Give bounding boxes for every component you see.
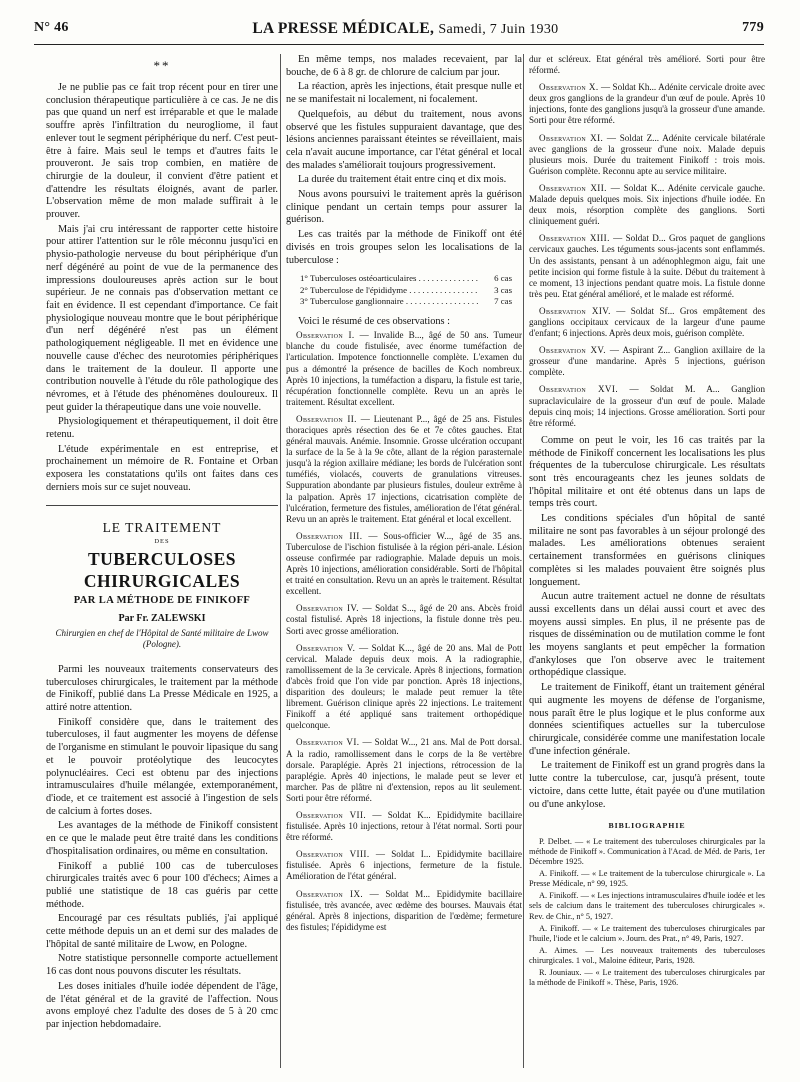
bibliography-entry: R. Jouniaux. — « Le traitement des tuberculoses chirurgicales par la méthode de Finikoff ». Thèse, Paris, 1926. (529, 968, 765, 988)
observation-heading: Observation VI. (296, 737, 360, 748)
paragraph: Comme on peut le voir, les 16 cas traités par la méthode de Finikoff concernent les localisations les plus fréquentes de la tuberculose chirurgicale. Les résultats sont très encourageants chez les jeunes soldats de l'hôpital militaire et ont été obtenus dans un laps de temps très court. (529, 434, 765, 510)
bibliography-entry: A. Finikoff. — « Les injections intramusculaires d'huile iodée et les sels de calcium dans le traitement des tuberculoses chirurgicales ». Rev. de Chir., n° 5, 1927. (529, 891, 765, 921)
paragraph: La durée du traitement était entre cinq et dix mois. (298, 174, 507, 186)
observation-text: — Sous-officier W..., âgé de 35 ans. Tuberculose de l'ischion fistulisée à la région péri-anale. Lésion osseuse confirmée par radiographie. Malade depuis un mois. Après 10 injections, amélioration considérable. Sorti de l'hôpital et traité en consultation. Revu un an après le traitement. Résultat excellent. (286, 530, 522, 597)
observation-text: — Soldat D... Gros paquet de ganglions cervicaux gauches. Les téguments sous-jacents sont enflammés. Un des assistants, pensant à un adénophlegmon aigu, fait une petite incision qui forme fistule à la suite. Début du traitement à ce moment, 13 injections pendant quatre mois. La fistule donne très peu. Etat général amélioré, et le malade est réformé. (529, 233, 765, 299)
observation-text: — Soldat S..., âgé de 20 ans. Abcès froid costal fistulisé. Après 18 injections, la fistule donne très peu. Sorti avec grosse amélioration. (286, 603, 522, 636)
paragraph: Nous avons poursuivi le traitement après la guérison clinique pendant un certain temps pour assurer la guérison. (286, 189, 522, 226)
observation-text: — Soldat Kh... Adénite cervicale droite avec deux gros ganglions de la grandeur d'un œuf de poule. Après 10 injections, fonte des ganglions jusqu'à la grosseur d'une amande. Sorti pour être réformé. (529, 82, 765, 126)
page-number-right: 779 (742, 20, 764, 35)
bibliography-heading: BIBLIOGRAPHIE (608, 821, 686, 831)
article-title-des: DES (154, 538, 170, 546)
issue-date: Samedi, 7 Juin 1930 (438, 22, 559, 37)
group-label: 3° Tuberculose ganglionnaire . . . (300, 296, 478, 307)
paragraph: Voici le résumé de ces observations : (298, 315, 450, 327)
observation (286, 414, 522, 525)
column-middle (286, 54, 522, 1068)
paragraph: Physiologiquement et thérapeutiquement, il doit être retenu. (46, 416, 278, 441)
article-title-main: TUBERCULOSES CHIRURGICALES (83, 549, 241, 591)
observation-heading: Observation XII. (539, 182, 607, 193)
paragraph: La réaction, après les injections, était presque nulle et ne se manifestait ni localement, ni focalement. (286, 81, 522, 106)
paragraph: Quelquefois, au début du traitement, nous avons observé que les fistules suppuraient davantage, que des lésions anciennes paraissant éteintes se réveillaient, mais cela n'avait aucune importance, car l'état général et local des malades s'améliorait toujours progressivement. (286, 108, 522, 171)
author-affiliation: Chirurgien en chef de l'Hôpital de Santé militaire de Lwow (Pologne). (55, 627, 269, 649)
observation (286, 737, 522, 804)
observation (286, 849, 522, 882)
column-divider (523, 54, 524, 1068)
list-item (300, 296, 522, 307)
article-title-line1: LE TRAITEMENT (102, 519, 222, 535)
paragraph: Le traitement de Finikoff, étant un traitement général qui augmente les moyens de défense de l'organisme, nous paraît être le plus logique et le plus conforme aux données scientifiques actuelles sur la tuberculose chirurgicale, considérée comme une manifestation locale d'une infection générale. (529, 682, 765, 757)
bibliography-entry: A. Finikoff. — « Le traitement des tuberculoses chirurgicales par l'huile, l'iode et le calcium ». Journ. des Prat., n° 49, Paris, 1927. (529, 923, 765, 943)
paragraph: Le traitement de Finikoff est un grand progrès dans la lutte contre la tuberculose, car, jusqu'à présent, toute victoire, dans cette lutte, était payée ou d'une mutilation ou d'une ankylose. (529, 760, 765, 810)
group-count: 3 cas (494, 284, 512, 295)
bibliography-entry: P. Delbet. — « Le traitement des tuberculoses chirurgicales par la méthode de Finikoff ». Communication à l'Acad. de Méd. de Paris, 1er Décembre 1925. (529, 836, 765, 867)
article-author: Par Fr. ZALEWSKI (118, 613, 206, 625)
observation-text: — Soldat W..., 21 ans. Mal de Pott dorsal. A la radio, ramollissement dans le corps de la 8e vertèbre dorsale. Paraplégie. Après 21 injections, rétrocession de la paraplégie. Après 40 injections, le malade peut se lever et marcher. Pas de plâtre ni d'extension, repos au lit seulement. Sorti pour être réformé. (286, 737, 522, 803)
observation-text: — Soldat K... Adénite cervicale gauche. Malade depuis quelques mois. Six injections d'huile iodée. En deux mois, résorption complète des ganglions. Sorti cliniquement guéri. (529, 182, 765, 227)
journal-name: LA PRESSE MÉDICALE, (252, 20, 435, 37)
group-label: 1° Tuberculoses ostéoarticulaires . . . (300, 273, 478, 284)
observation-heading: Observation XVI. (539, 384, 618, 395)
observation-heading: Observation II. (296, 413, 357, 424)
section-rule (46, 505, 278, 506)
observation-heading: Observation V. (296, 642, 356, 653)
observation-text: — Soldat Z... Adénite cervicale bilatérale avec ganglions de la grosseur d'une noix. Malade depuis plusieurs mois. Durée du traitement Finikoff : trois mois. Guérison complète. Reconnu apte au service militaire. (529, 132, 765, 176)
observation-text: — Soldat M. A... Ganglion supraclaviculaire de la grosseur d'un œuf de poule. Malade depuis cinq mois; 14 injections. Grosse amélioration. Sorti pour être réformé. (529, 384, 765, 428)
page-number-left: N° 46 (34, 20, 69, 35)
observation-text: — Soldat K... Epididymite bacillaire fistulisée. Après 10 injections, retour à l'état normal. Sorti pour être réformé. (286, 809, 522, 843)
page-header (34, 20, 764, 45)
observation-heading: Observation XIV. (539, 305, 611, 316)
observation (529, 345, 765, 378)
observation (529, 306, 765, 339)
observation-heading: Observation XIII. (539, 233, 610, 244)
group-count: 6 cas (494, 273, 512, 284)
bibliography-entry: A. Aimes. — Les nouveaux traitements des tuberculoses chirurgicales. 1 vol., Maloine éditeur, Paris, 1928. (529, 945, 765, 966)
observation-continued: dur et scléreux. Etat général très amélioré. Sorti pour être réformé. (529, 54, 765, 76)
observation-text: — Invalide B..., âgé de 50 ans. Tumeur blanche du coude fistulisée, avec énorme tuméfaction de l'articulation. Impotence fonctionnelle complète. L'examen du pus a démontré la présence de bacilles de Koch nombreux. Après 10 injections, la tuméfaction a disparu, la fistule est tarie, récupération fonctionnelle complète. Revu un an après le traitement. Résultat excellent. (286, 330, 522, 407)
observation-text: — Soldat M... Epididymite bacillaire fistulisée, très avancée, avec œdème des bourses. Mauvais état général. Après 8 injections, disparition de l'œdème; fermeture des fistules; l'épididyme est (286, 888, 522, 932)
localisation-list (300, 273, 522, 307)
observation-text: — Soldat K..., âgé de 20 ans. Mal de Pott cervical. Malade depuis deux mois. A la radiographie, ramollissement de la 3e cervicale. Après 8 injections, formation d'abcès froid que l'on vide par ponction. Après 18 injections, disparition des douleurs; le malade peut remuer la tête librement. Guérison clinique après 22 injections. Le traitement Finikoff a été appliqué sans traitement orthopédique quelconque. (286, 642, 522, 731)
paragraph: Aucun autre traitement actuel ne donne de résultats aussi excellents dans un délai aussi court et avec des moyens aussi simples. En plus, il ne présente pas de risques de dissémination ou de mutilation comme le font les moyens sanglants et peut empêcher la formation d'ankyloses que l'on observe avec le traitement orthopédique classique. (529, 591, 765, 679)
observation (286, 889, 522, 933)
paragraph: Notre statistique personnelle comporte actuellement 16 cas dont nous pouvons discuter les résultats. (46, 953, 278, 978)
observation-heading: Observation VIII. (296, 849, 370, 860)
list-item (300, 273, 522, 284)
observation-heading: Observation III. (296, 530, 363, 541)
paragraph: L'étude expérimentale en est entreprise, et prochainement un mémoire de R. Fontaine et Orban exposera les constatations qu'ils ont faites dans ces derniers mois sur ce sujet nouveau. (46, 443, 278, 493)
column-divider (280, 54, 281, 1068)
observation (286, 810, 522, 843)
paragraph: En même temps, nos malades recevaient, par la bouche, de 6 à 8 gr. de chlorure de calcium par jour. (286, 54, 522, 78)
section-asterism: ** (153, 58, 171, 73)
observation (286, 531, 522, 598)
running-title (252, 20, 558, 38)
paragraph: Mais j'ai cru intéressant de rapporter cette histoire pour attirer l'attention sur le rôle méconnu jusqu'ici en physio-pathologie nerveuse du bout périphérique d'un nerf dégénéré au point de vue de la permanence des impressions douloureuses après action sur le bout supérieur. Je ne connais pas d'observation mettant ce fait en évidence. Il est cependant d'importance. Ce fait physiologique nouveau montre que le bout périphérique d'un nerf dégénéré n'est pas un élément pathologiquement négligeable. Il met en évidence une nouvelle cause d'échec des neurotomies périphériques dans le traitement de la douleur. Il apporte une contribution nouvelle à l'étude du rôle pathologique des névromes, et à l'étude des phénomènes douloureux. Il peut guider la thérapeutique dans une voie nouvelle. (46, 223, 278, 413)
article-subtitle: PAR LA MÉTHODE DE FINIKOFF (73, 595, 251, 607)
column-right (529, 54, 765, 1068)
observation-heading: Observation VII. (296, 809, 367, 820)
observation (529, 384, 765, 428)
paragraph: Parmi les nouveaux traitements conservateurs des tuberculoses chirurgicales, le traitement par la méthode de Finikoff, publié dans La Presse Médicale en 1925, a attiré notre attention. (46, 663, 278, 714)
observation-heading: Observation XI. (539, 132, 604, 143)
observation-heading: Observation XV. (539, 345, 606, 356)
paragraph: Encouragé par ces résultats publiés, j'ai appliqué cette méthode depuis un an et demi sur des malades de l'hôpital de santé militaire de Lwow, en Pologne. (46, 913, 278, 950)
paragraph: Finikoff considère que, dans le traitement des tuberculoses, il faut augmenter les moyens de défense de l'organisme en stimulant le pouvoir lipasique du sang et le pouvoir protéolytique des leucocytes polynucléaires. Ceci est obtenu par des injections intramusculaires d'huile mélangée, extemporanément, d'iode, et ce traitement est associé à l'ingestion de sels de calcium à fortes doses. (46, 716, 278, 817)
observation (529, 233, 765, 300)
observation (529, 82, 765, 126)
list-item (300, 285, 522, 296)
observation (286, 603, 522, 636)
paragraph: Les avantages de la méthode de Finikoff consistent en ce que le malade peut être traité dans les conditions d'hospitalisation ordinaires, ou même en consultation. (46, 820, 278, 857)
observation-heading: Observation X. (539, 82, 599, 93)
observation-heading: Observation IX. (296, 888, 364, 899)
observation-text: — Soldat I... Epididymite bacillaire fistulisée. Après 6 injections, fermeture de la fistule. Amélioration de l'état général. (286, 849, 522, 882)
observation (286, 330, 522, 408)
group-count: 7 cas (494, 296, 512, 307)
paragraph: Les cas traités par la méthode de Finikoff ont été divisés en trois groupes selon les localisations de la tuberculose : (286, 229, 522, 266)
observation-text: — Aspirant Z... Ganglion axillaire de la grosseur d'une mandarine. Après 5 injections, guérison complète. (529, 345, 765, 378)
observation (286, 643, 522, 732)
paragraph: Finikoff a publié 100 cas de tuberculoses chirurgicales traités avec 6 pour 100 d'échecs; Aimes a publié une statistique de 18 cas guéris par cette méthode. (46, 860, 278, 910)
bibliography-entry: A. Finikoff. — « Le traitement de la tuberculose chirurgicale ». La Presse Médicale, n° 99, 1925. (529, 869, 765, 889)
paragraph: Les conditions spéciales d'un hôpital de santé militaire ne sont pas favorables à un séjour prolongé des malades. Les améliorations obtenues seraient certainement transformées en guérisons cliniques complètes si les malades pouvaient être soignés plus longuement. (529, 513, 765, 588)
observation (529, 133, 765, 177)
observation-text: — Soldat Sf... Gros empâtement des ganglions occipitaux cervicaux de la largeur d'une paume d'enfant; 6 injections. Après deux mois, guérison complète. (529, 305, 765, 339)
paragraph: Je ne publie pas ce fait trop récent pour en tirer une conclusion thérapeutique particulière à ce cas. Je ne dis pas que quand un nerf est irréparable et que le malade souffre après l'infiltration du neurogliome, il faut enlever tout le segment périphérique du nerf. C'est peut-être à faire. Mais seul le temps et d'autres faits le prouveront. Je sais trop combien, en matière de chirurgie de la douleur, il convient d'être patient et d'attendre les résultats éloignés, avant de parler. L'observation même de mon malade suffirait à le prouver. (46, 82, 278, 221)
observation-heading: Observation IV. (296, 603, 359, 614)
group-label: 2° Tuberculose de l'épididyme . . . (300, 285, 478, 296)
column-left (46, 54, 278, 1068)
observation (529, 183, 765, 227)
observation-heading: Observation I. (296, 330, 355, 341)
observation-text: — Lieutenant P..., âgé de 25 ans. Fistules thoraciques après résection des 6e et 7e côtes gauches. Etat général mauvais. Anémie. Insomnie. Grosse ulcération occupant la surface de la 5e à la 9e côte, allant de la région parasternale jusqu'à la région axillaire médiane; les bords de l'ulcération sont tuméfiés, violacés, couverts de granulations vitreuses. Suppuration abondante par plusieurs fistules, douleur extrême à la palpation. Après 17 injections, cicatrisation complète de l'ulcération, fermeture des fistules, amélioration de l'état général. Revu un an après le traitement. Etat général et local excellent. (286, 413, 522, 524)
paragraph: Les doses initiales d'huile iodée dépendent de l'âge, de l'état général et de la gravité de l'affection. Nous avons employé chez l'adulte des doses de 5 à 20 cmc par injection hebdomadaire. (46, 980, 278, 1030)
